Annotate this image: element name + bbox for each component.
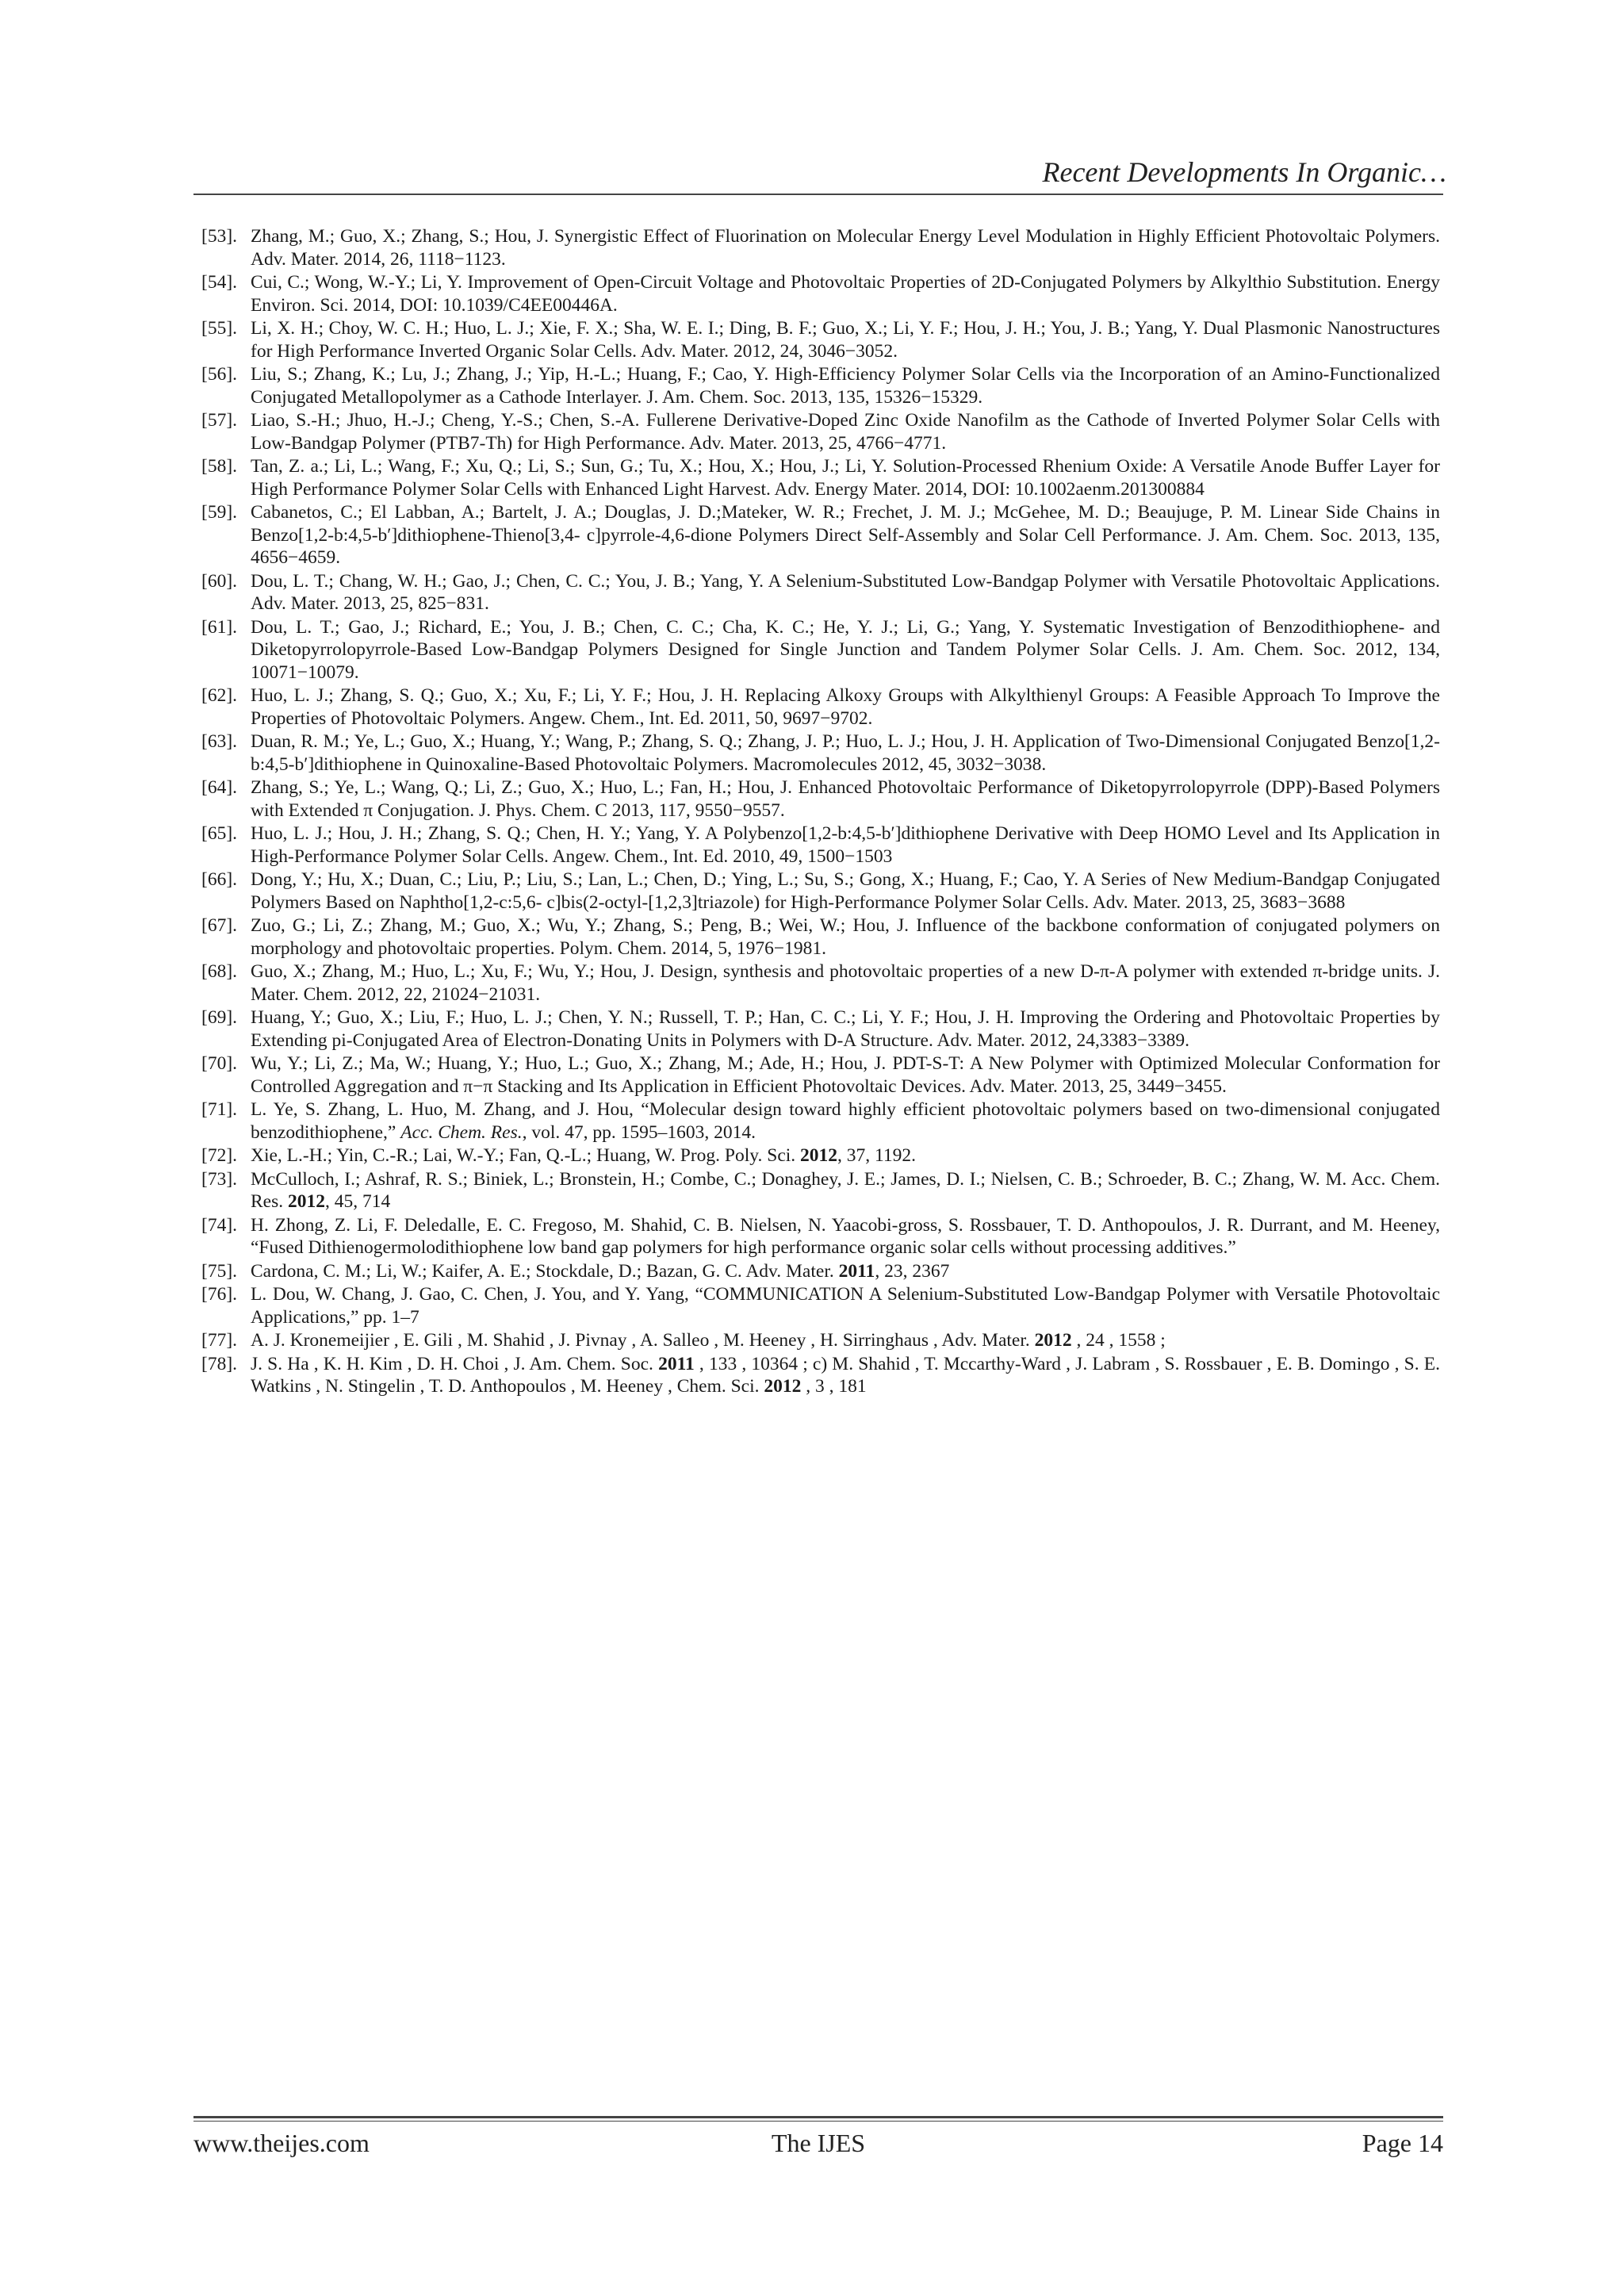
reference-number: [60]. — [201, 570, 238, 592]
reference-item — [201, 616, 1440, 684]
reference-text: Tan, Z. a.; Li, L.; Wang, F.; Xu, Q.; Li, S.; Sun, G.; Tu, X.; Hou, X.; Hou, J.; Li, Y. Solution-Processed Rhenium Oxide: A Versatile Anode Buffer Layer for High Performance Polymer Solar Cells with Enhanced Light Harvest. Adv. Energy Mater. 2014, DOI: 10.1002aenm.201300884 — [251, 456, 1440, 500]
reference-text-part: , 3 , 181 — [801, 1376, 867, 1397]
reference-item — [201, 1168, 1440, 1213]
reference-item — [201, 570, 1440, 615]
reference-year: 2012 — [764, 1376, 802, 1397]
reference-text — [251, 1261, 949, 1282]
reference-text: Guo, X.; Zhang, M.; Huo, L.; Xu, F.; Wu, Y.; Hou, J. Design, synthesis and photovoltaic properties of a new D-π-A polymer with extended π-bridge units. J. Mater. Chem. 2012, 22, 21024−21031. — [251, 961, 1440, 1005]
reference-text-part: J. S. Ha , K. H. Kim , D. H. Choi , J. Am. Chem. Soc. — [251, 1353, 659, 1374]
reference-item — [201, 455, 1440, 500]
reference-number: [67]. — [201, 915, 238, 936]
reference-number: [78]. — [201, 1353, 238, 1374]
reference-item — [201, 776, 1440, 822]
reference-item — [201, 730, 1440, 776]
reference-text — [251, 1330, 1166, 1351]
reference-number: [54]. — [201, 272, 238, 293]
reference-number: [59]. — [201, 502, 238, 523]
reference-number: [55]. — [201, 318, 238, 339]
reference-text-part: Xie, L.-H.; Yin, C.-R.; Lai, W.-Y.; Fan, Q.-L.; Huang, W. Prog. Poly. Sci. — [251, 1145, 801, 1166]
reference-text-part: , 45, 714 — [325, 1191, 391, 1212]
reference-text — [251, 1099, 1440, 1143]
reference-number: [70]. — [201, 1053, 238, 1074]
running-header-title: Recent Developments In Organic… — [1042, 156, 1446, 188]
reference-text: Zhang, S.; Ye, L.; Wang, Q.; Li, Z.; Guo, X.; Huo, L.; Fan, H.; Hou, J. Enhanced Photovoltaic Performance of Diketopyrrolopyrrole (DPP)-Based Polymers with Extended π Conjugation. J. Phys. Chem. C 2013, 117, 9550−9557. — [251, 777, 1440, 821]
reference-number: [66]. — [201, 869, 238, 890]
reference-journal: Acc. Chem. Res. — [400, 1121, 523, 1143]
reference-item — [201, 501, 1440, 569]
reference-item — [201, 822, 1440, 868]
reference-number: [56]. — [201, 364, 238, 385]
reference-number: [72]. — [201, 1145, 238, 1166]
reference-item — [201, 914, 1440, 960]
reference-number: [65]. — [201, 823, 238, 844]
reference-number: [76]. — [201, 1284, 238, 1305]
footer-journal-name: The IJES — [771, 2129, 866, 2157]
reference-item — [201, 409, 1440, 454]
reference-item — [201, 960, 1440, 1006]
reference-number: [74]. — [201, 1214, 238, 1236]
reference-text: Liao, S.-H.; Jhuo, H.-J.; Cheng, Y.-S.; Chen, S.-A. Fullerene Derivative-Doped Zinc Oxide Nanofilm as the Cathode of Inverted Polymer Solar Cells with Low-Bandgap Polymer (PTB7-Th) for High Performance. Adv. Mater. 2013, 25, 4766−4771. — [251, 410, 1440, 454]
reference-text: Dou, L. T.; Gao, J.; Richard, E.; You, J. B.; Chen, C. C.; Cha, K. C.; He, Y. J.; Li, G.; Yang, Y. Systematic Investigation of Benzodithiophene- and Diketopyrrolopyrrole-Based Low-Bandgap Polymers Designed for Single Junction and Tandem Polymer Solar Cells. J. Am. Chem. Soc. 2012, 134, 10071−10079. — [251, 616, 1440, 683]
reference-text-part: McCulloch, I.; Ashraf, R. S.; Biniek, L.; Bronstein, H.; Combe, C.; Donaghey, J. E.; James, D. I.; Nielsen, C. B.; Schroeder, B. C.; Zhang, W. M. Acc. Chem. Res. — [251, 1168, 1440, 1212]
reference-text — [251, 1145, 916, 1166]
reference-text-part: Cardona, C. M.; Li, W.; Kaifer, A. E.; Stockdale, D.; Bazan, G. C. Adv. Mater. — [251, 1260, 839, 1282]
reference-text: Zuo, G.; Li, Z.; Zhang, M.; Guo, X.; Wu, Y.; Zhang, S.; Peng, B.; Wei, W.; Hou, J. Influence of the backbone conformation of conjugated polymers on morphology and photovoltaic properties. Polym. Chem. 2014, 5, 1976−1981. — [251, 915, 1440, 959]
reference-year: 2011 — [658, 1353, 695, 1374]
reference-text: H. Zhong, Z. Li, F. Deledalle, E. C. Fregoso, M. Shahid, C. B. Nielsen, N. Yaacobi-gross, S. Rossbauer, T. D. Anthopoulos, J. R. Durrant, and M. Heeney, “Fused Dithienogermolodithiophene low band gap polymers for high performance organic solar cells without processing additives.” — [251, 1214, 1440, 1258]
footer-rule-top — [193, 2116, 1443, 2118]
reference-text-part: A. J. Kronemeijier , E. Gili , M. Shahid , J. Pivnay , A. Salleo , M. Heeney , H. Sirringhaus , Adv. Mater. — [251, 1330, 1035, 1351]
reference-item — [201, 684, 1440, 730]
reference-item — [201, 1329, 1440, 1352]
reference-item — [201, 363, 1440, 408]
header-rule — [193, 194, 1443, 195]
reference-year: 2012 — [288, 1191, 325, 1212]
reference-text-part: , vol. 47, pp. 1595–1603, 2014. — [522, 1121, 756, 1143]
reference-text: Liu, S.; Zhang, K.; Lu, J.; Zhang, J.; Yip, H.-L.; Huang, F.; Cao, Y. High-Efficiency Polymer Solar Cells via the Incorporation of an Amino-Functionalized Conjugated Metallopolymer as a Cathode Interlayer. J. Am. Chem. Soc. 2013, 135, 15326−15329. — [251, 364, 1440, 408]
reference-number: [63]. — [201, 731, 238, 752]
reference-number: [53]. — [201, 226, 238, 247]
reference-text: Li, X. H.; Choy, W. C. H.; Huo, L. J.; Xie, F. X.; Sha, W. E. I.; Ding, B. F.; Guo, X.; Li, Y. F.; Hou, J. H.; You, J. B.; Yang, Y. Dual Plasmonic Nanostructures for High Performance Inverted Organic Solar Cells. Adv. Mater. 2012, 24, 3046−3052. — [251, 318, 1440, 362]
reference-number: [57]. — [201, 410, 238, 431]
reference-item — [201, 225, 1440, 270]
reference-year: 2012 — [1034, 1330, 1072, 1351]
reference-text: Wu, Y.; Li, Z.; Ma, W.; Huang, Y.; Huo, L.; Guo, X.; Zhang, M.; Ade, H.; Hou, J. PDT-S-T: A New Polymer with Optimized Molecular Conformation for Controlled Aggregation and π−π Stacking and Its Application in Efficient Photovoltaic Devices. Adv. Mater. 2013, 25, 3449−3455. — [251, 1053, 1440, 1097]
reference-item — [201, 271, 1440, 316]
reference-year: 2011 — [838, 1260, 875, 1282]
reference-number: [68]. — [201, 961, 238, 982]
reference-item — [201, 1353, 1440, 1398]
reference-number: [75]. — [201, 1260, 238, 1282]
page-footer — [193, 2129, 1443, 2160]
reference-year: 2012 — [800, 1145, 838, 1166]
reference-number: [69]. — [201, 1007, 238, 1028]
reference-text: Cabanetos, C.; El Labban, A.; Bartelt, J. A.; Douglas, J. D.;Mateker, W. R.; Frechet, J. M. J.; McGehee, M. D.; Beaujuge, P. M. Linear Side Chains in Benzo[1,2-b:4,5-b′]dithiophene-Thieno[3,4- c]pyrrole-4,6-dione Polymers Direct Self-Assembly and Solar Cell Performance. J. Am. Chem. Soc. 2013, 135, 4656−4659. — [251, 502, 1440, 568]
reference-text-part: , 23, 2367 — [875, 1260, 950, 1282]
reference-item — [201, 317, 1440, 362]
reference-item — [201, 1052, 1440, 1098]
reference-number: [62]. — [201, 685, 238, 706]
reference-text — [251, 1354, 1440, 1397]
reference-number: [58]. — [201, 456, 238, 477]
reference-item — [201, 868, 1440, 914]
reference-text-part: , 37, 1192. — [837, 1145, 917, 1166]
reference-item — [201, 1214, 1440, 1259]
reference-list — [201, 225, 1440, 1399]
reference-text-part: , 133 , 10364 ; c) M. Shahid , T. Mccarthy-Ward , J. Labram , S. Rossbauer , E. B. Domingo , S. E. Watkins , N. Stingelin , T. D. Anthopoulos , M. Heeney , Chem. Sci. — [251, 1353, 1440, 1397]
reference-text: Huang, Y.; Guo, X.; Liu, F.; Huo, L. J.; Chen, Y. N.; Russell, T. P.; Han, C. C.; Li, Y. F.; Hou, J. H. Improving the Ordering and Photovoltaic Properties by Extending pi-Conjugated Area of Electron-Donating Units in Polymers with D-A Structure. Adv. Mater. 2012, 24,3383−3389. — [251, 1007, 1440, 1051]
footer-website: www.theijes.com — [193, 2129, 370, 2157]
reference-number: [77]. — [201, 1330, 238, 1351]
reference-text: Huo, L. J.; Hou, J. H.; Zhang, S. Q.; Chen, H. Y.; Yang, Y. A Polybenzo[1,2-b:4,5-b′]dithiophene Derivative with Deep HOMO Level and Its Application in High-Performance Polymer Solar Cells. Angew. Chem., Int. Ed. 2010, 49, 1500−1503 — [251, 823, 1440, 867]
reference-text: L. Dou, W. Chang, J. Gao, C. Chen, J. You, and Y. Yang, “COMMUNICATION A Selenium-Substituted Low-Bandgap Polymer with Versatile Photovoltaic Applications,” pp. 1–7 — [251, 1284, 1440, 1328]
reference-number: [71]. — [201, 1099, 238, 1120]
reference-text: Duan, R. M.; Ye, L.; Guo, X.; Huang, Y.; Wang, P.; Zhang, S. Q.; Zhang, J. P.; Huo, L. J.; Hou, J. H. Application of Two-Dimensional Conjugated Benzo[1,2-b:4,5-b′]dithiophene in Quinoxaline-Based Photovoltaic Polymers. Macromolecules 2012, 45, 3032−3038. — [251, 731, 1440, 775]
reference-text: Dong, Y.; Hu, X.; Duan, C.; Liu, P.; Liu, S.; Lan, L.; Chen, D.; Ying, L.; Su, S.; Gong, X.; Huang, F.; Cao, Y. A Series of New Medium-Bandgap Conjugated Polymers Based on Naphtho[1,2-c:5,6- c]bis(2-octyl-[1,2,3]triazole) for High-Performance Polymer Solar Cells. Adv. Mater. 2013, 25, 3683−3688 — [251, 869, 1440, 913]
reference-number: [64]. — [201, 777, 238, 798]
reference-text: Cui, C.; Wong, W.-Y.; Li, Y. Improvement of Open-Circuit Voltage and Photovoltaic Properties of 2D-Conjugated Polymers by Alkylthio Substitution. Energy Environ. Sci. 2014, DOI: 10.1039/C4EE00446A. — [251, 272, 1440, 316]
reference-text-part: L. Ye, S. Zhang, L. Huo, M. Zhang, and J. Hou, “Molecular design toward highly efficient photovoltaic polymers based on two-dimensional conjugated benzodithiophene,” — [251, 1099, 1440, 1143]
reference-number: [61]. — [201, 616, 238, 638]
reference-item — [201, 1260, 1440, 1283]
footer-rule-bottom — [193, 2121, 1443, 2122]
reference-text: Zhang, M.; Guo, X.; Zhang, S.; Hou, J. Synergistic Effect of Fluorination on Molecular Energy Level Modulation in Highly Efficient Photovoltaic Polymers. Adv. Mater. 2014, 26, 1118−1123. — [251, 226, 1440, 270]
reference-item — [201, 1144, 1440, 1167]
reference-number: [73]. — [201, 1168, 238, 1190]
reference-text — [251, 1169, 1440, 1213]
reference-text: Dou, L. T.; Chang, W. H.; Gao, J.; Chen, C. C.; You, J. B.; Yang, Y. A Selenium-Substituted Low-Bandgap Polymer with Versatile Photovoltaic Applications. Adv. Mater. 2013, 25, 825−831. — [251, 570, 1440, 614]
reference-item — [201, 1006, 1440, 1052]
reference-item — [201, 1283, 1440, 1328]
reference-item — [201, 1098, 1440, 1144]
reference-text-part: , 24 , 1558 ; — [1071, 1330, 1166, 1351]
footer-page-number: Page 14 — [1362, 2129, 1443, 2157]
reference-text: Huo, L. J.; Zhang, S. Q.; Guo, X.; Xu, F.; Li, Y. F.; Hou, J. H. Replacing Alkoxy Groups with Alkylthienyl Groups: A Feasible Approach To Improve the Properties of Photovoltaic Polymers. Angew. Chem., Int. Ed. 2011, 50, 9697−9702. — [251, 685, 1440, 729]
